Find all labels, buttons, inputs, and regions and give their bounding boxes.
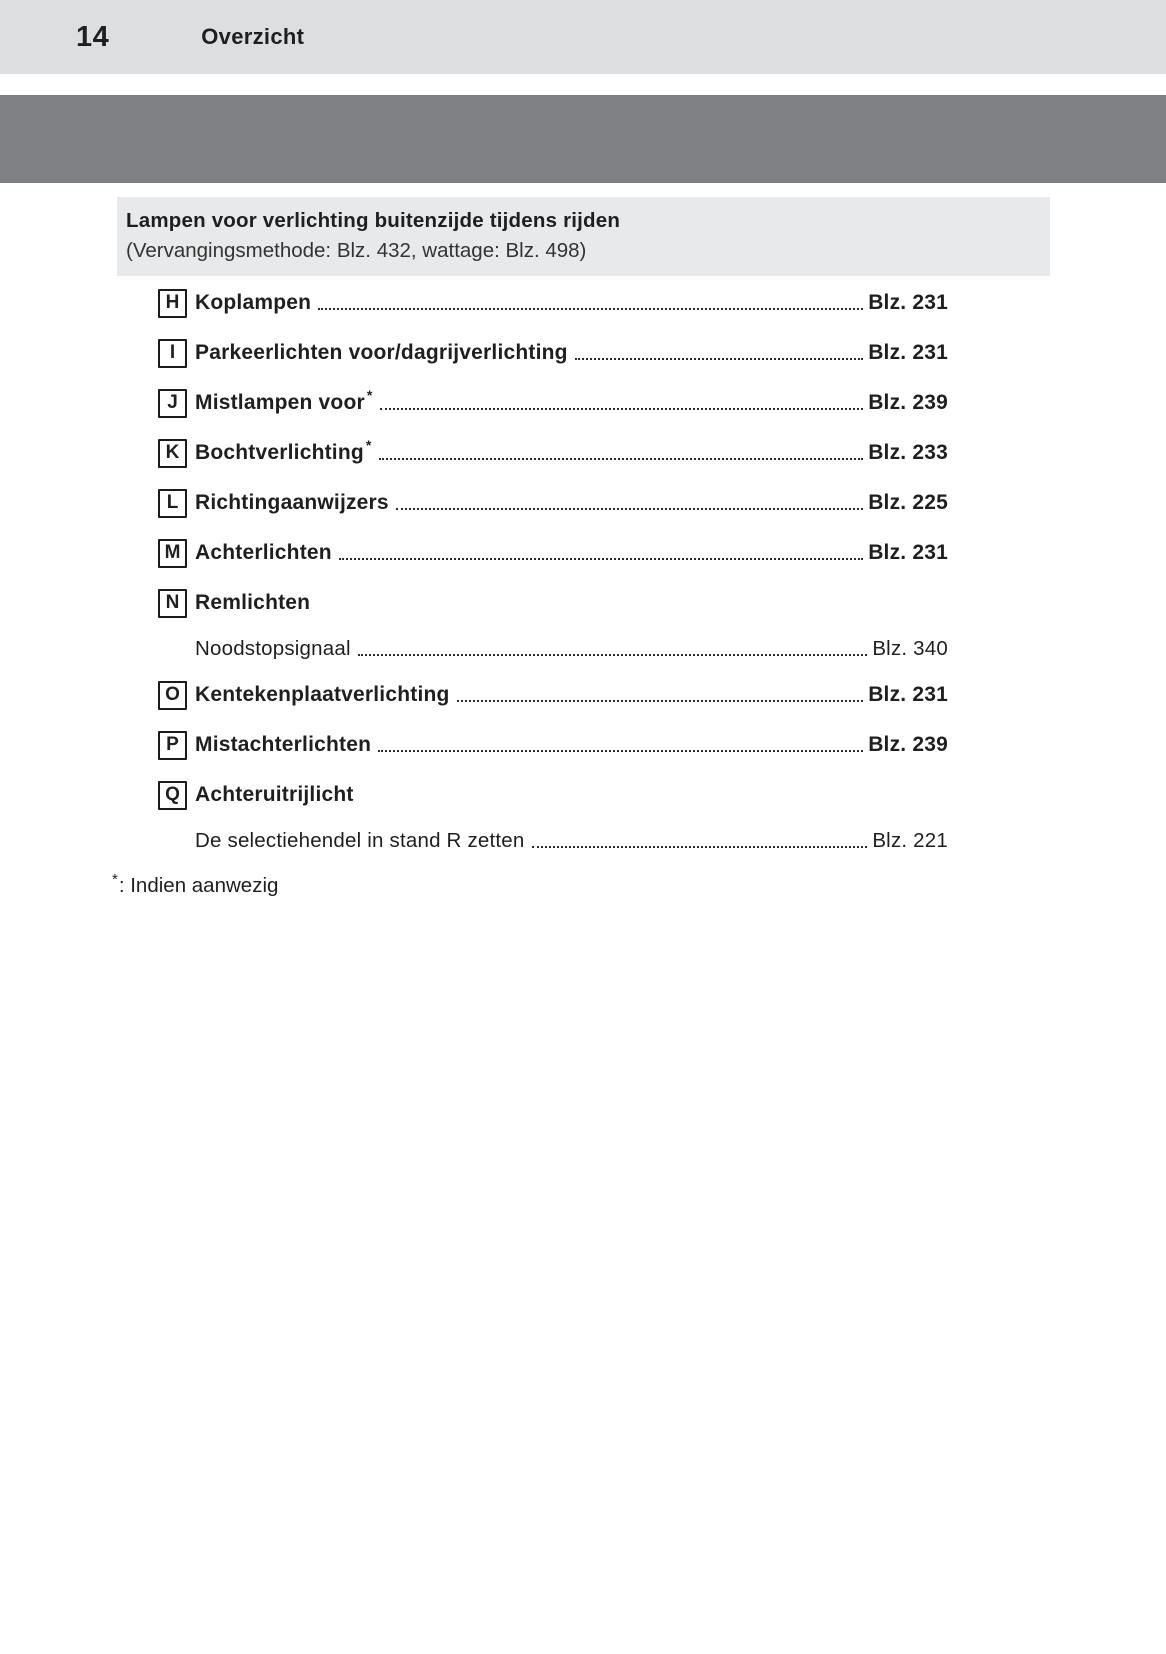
toc-row bbox=[158, 670, 948, 720]
item-letter-badge: K bbox=[158, 439, 187, 468]
page-header bbox=[0, 0, 1166, 74]
item-letter-badge: N bbox=[158, 589, 187, 618]
toc-row bbox=[158, 770, 948, 820]
section-title: Overzicht bbox=[201, 24, 305, 49]
item-letter-badge: O bbox=[158, 681, 187, 710]
item-letter-badge: M bbox=[158, 539, 187, 568]
item-letter-badge: L bbox=[158, 489, 187, 518]
toc-row bbox=[158, 478, 948, 528]
page-reference: Blz. 231 bbox=[868, 291, 948, 314]
item-label: Achteruitrijlicht bbox=[195, 783, 354, 806]
page-number: 14 bbox=[76, 20, 110, 53]
toc-row bbox=[158, 720, 948, 770]
panel-subtitle: (Vervangingsmethode: Blz. 432, wattage: Blz. 498) bbox=[126, 239, 587, 262]
page-reference: Blz. 225 bbox=[868, 491, 948, 514]
page-reference: Blz. 231 bbox=[868, 541, 948, 564]
toc-subrow bbox=[158, 820, 948, 862]
dotted-leader bbox=[358, 654, 868, 656]
toc-row bbox=[158, 378, 948, 428]
item-letter-badge: Q bbox=[158, 781, 187, 810]
item-label: Mistachterlichten bbox=[195, 733, 372, 756]
footnote bbox=[112, 871, 1166, 898]
toc-list bbox=[158, 278, 948, 862]
asterisk-marker-icon: * bbox=[365, 437, 372, 453]
item-label: Remlichten bbox=[195, 591, 311, 614]
page-reference: Blz. 239 bbox=[868, 733, 948, 756]
item-label: Richtingaanwijzers bbox=[195, 491, 389, 514]
dotted-leader bbox=[380, 408, 864, 410]
dotted-leader bbox=[532, 846, 868, 848]
footnote-text: : Indien aanwezig bbox=[118, 874, 279, 897]
page-reference: Blz. 231 bbox=[868, 341, 948, 364]
item-label: Achterlichten bbox=[195, 541, 332, 564]
dotted-leader bbox=[379, 458, 864, 460]
item-label: Mistlampen voor * bbox=[195, 387, 373, 414]
page-reference: Blz. 233 bbox=[868, 441, 948, 464]
toc-row bbox=[158, 578, 948, 628]
toc-row bbox=[158, 328, 948, 378]
page-reference: Blz. 340 bbox=[872, 637, 948, 660]
footnote-asterisk-icon: * bbox=[112, 871, 118, 888]
item-letter-badge: P bbox=[158, 731, 187, 760]
page-reference: Blz. 239 bbox=[868, 391, 948, 414]
item-label: Bochtverlichting * bbox=[195, 437, 372, 464]
toc-row bbox=[158, 428, 948, 478]
section-divider-band bbox=[0, 95, 1166, 183]
dotted-leader bbox=[378, 750, 863, 752]
dotted-leader bbox=[396, 508, 863, 510]
item-label: Koplampen bbox=[195, 291, 312, 314]
item-label: Kentekenplaatverlichting bbox=[195, 683, 450, 706]
dotted-leader bbox=[318, 308, 863, 310]
header-gap bbox=[0, 74, 1166, 95]
item-label: Parkeerlichten voor/dagrijverlichting bbox=[195, 341, 568, 364]
toc-row bbox=[158, 528, 948, 578]
toc-row bbox=[158, 278, 948, 328]
item-label: De selectiehendel in stand R zetten bbox=[195, 829, 525, 852]
item-letter-badge: J bbox=[158, 389, 187, 418]
panel-title: Lampen voor verlichting buitenzijde tijdens rijden bbox=[126, 209, 621, 232]
page-reference: Blz. 221 bbox=[872, 829, 948, 852]
section-heading-panel bbox=[117, 197, 1050, 276]
item-letter-badge: I bbox=[158, 339, 187, 368]
item-label: Noodstopsignaal bbox=[195, 637, 351, 660]
dotted-leader bbox=[575, 358, 864, 360]
dotted-leader bbox=[457, 700, 864, 702]
dotted-leader bbox=[339, 558, 863, 560]
item-letter-badge: H bbox=[158, 289, 187, 318]
asterisk-marker-icon: * bbox=[366, 387, 373, 403]
page-reference: Blz. 231 bbox=[868, 683, 948, 706]
toc-subrow bbox=[158, 628, 948, 670]
